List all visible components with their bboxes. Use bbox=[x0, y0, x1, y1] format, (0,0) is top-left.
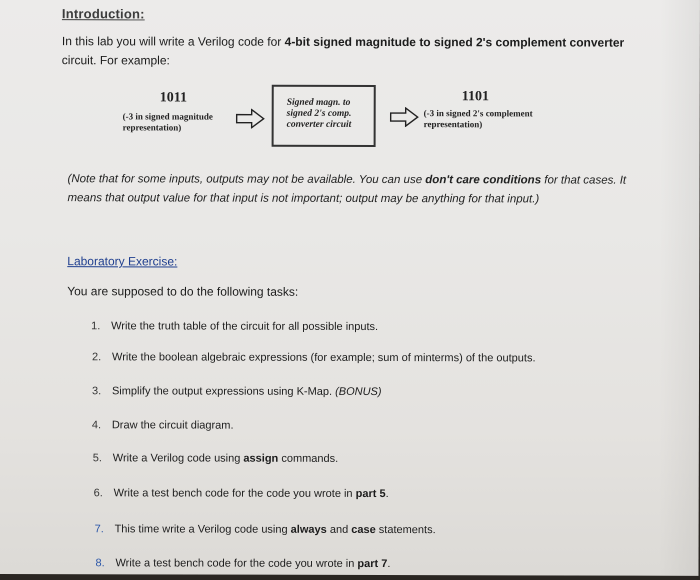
task-item: 6. Write a test bench code for the code you wrote in part 5. bbox=[93, 487, 389, 501]
note-paragraph: (Note that for some inputs, outputs may not be available. You can use don't care conditions for that cases. It means that output value for that input is not important; output may be anything for that input.) bbox=[67, 173, 627, 206]
intro-paragraph: In this lab you will write a Verilog code for 4-bit signed magnitude to signed 2's complement converter circuit. For example: bbox=[61, 34, 625, 68]
output-value: 1101 bbox=[461, 89, 489, 105]
tasks-intro: You are supposed to do the following tasks: bbox=[67, 284, 299, 299]
task-item: 8. Write a test bench code for the code you wrote in part 7. bbox=[95, 557, 391, 571]
converter-box: Signed magn. to signed 2's comp. converter circuit bbox=[272, 85, 376, 147]
input-value: 1011 bbox=[159, 90, 187, 106]
note-bold: don't care conditions bbox=[425, 174, 542, 187]
intro-bold: 4-bit signed magnitude to signed 2's complement converter bbox=[284, 34, 625, 50]
lab-exercise-heading: Laboratory Exercise: bbox=[67, 254, 178, 269]
task-item: 7. This time write a Verilog code using always and case statements. bbox=[94, 523, 436, 537]
output-note: (-3 in signed 2's complement representation) bbox=[423, 108, 533, 130]
right-arrow-icon bbox=[390, 107, 420, 127]
task-item: 1. Write the truth table of the circuit for all possible inputs. bbox=[91, 320, 379, 333]
section-heading: Introduction: bbox=[61, 6, 145, 22]
task-item: 3. Simplify the output expressions using K-Map. (BONUS) bbox=[91, 385, 382, 399]
input-note: (-3 in signed magnitude representation) bbox=[122, 111, 213, 133]
right-arrow-icon bbox=[236, 109, 266, 129]
task-item: 5. Write a Verilog code using assign commands. bbox=[92, 452, 339, 465]
task-item: 2. Write the boolean algebraic expressions (for example; sum of minterms) of the outputs. bbox=[92, 351, 536, 365]
task-item: 4. Draw the circuit diagram. bbox=[91, 419, 234, 432]
